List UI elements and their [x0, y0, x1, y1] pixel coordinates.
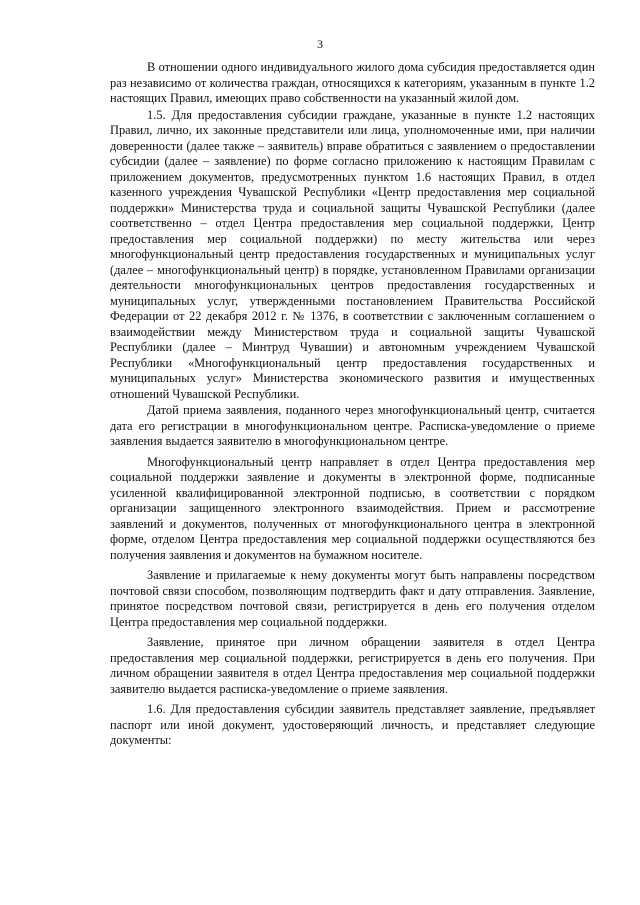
page-number: 3: [317, 37, 323, 51]
paragraph-mfc-electronic: Многофункциональный центр направляет в отдел Центра предоставления мер социальной поддержки заявление и документы в электронной форме, подписанные усиленной квалифицированной электронной подписью, в соответствии с порядком организации защищенного электронного взаимодействия. Прием и рассмотрение заявлений и документов, полученных от многофункционального центра в электронной форме, отделом Центра предоставления мер социальной поддержки осуществляются без получения заявления и документов на бумажном носителе.: [110, 454, 595, 562]
paragraph-application-date: Датой приема заявления, поданного через многофункциональный центр, считается дата его регистрации в многофункциональном центре. Расписка-уведомление о приеме заявления выдается заявителю в многофункциональном центре.: [110, 403, 595, 448]
paragraph-personal-submission: Заявление, принятое при личном обращении заявителя в отдел Центра предоставления мер социальной поддержки, регистрируется в день его получения. При личном обращении заявителя в отдел Центра предоставления мер социальной поддержки заявителю выдается расписка-уведомление о приеме заявления.: [110, 635, 595, 696]
paragraph-postal-submission: Заявление и прилагаемые к нему документы могут быть направлены посредством почтовой связи способом, позволяющим подтвердить факт и дату отправления. Заявление, принятое посредством почтовой связи, регистрируется в день его получения отделом Центра предоставления мер социальной поддержки.: [110, 568, 595, 629]
document-body: [110, 60, 595, 754]
paragraph-1-5-application: 1.5. Для предоставления субсидии граждане, указанные в пункте 1.2 настоящих Правил, лично, их законные представители или лица, уполномоченные ими, при наличии доверенности (далее также – заявитель) вправе обратиться с заявлением о предоставлении субсидии (далее – заявление) по форме согласно приложению к настоящим Правилам с приложением документов, предусмотренных пунктом 1.6 настоящих Правил, в отдел казенного учреждения Чувашской Республики «Центр предоставления мер социальной поддержки» Министерства труда и социальной защиты Чувашской Республики (далее соответственно – отдел Центра предоставления мер социальной поддержки, Центр предоставления мер социальной поддержки) по месту жительства или через многофункциональный центр предоставления государственных и муниципальных услуг (далее – многофункциональный центр) в порядке, установленном Правилами организации деятельности многофункциональных центров предоставления государственных и муниципальных услуг, утвержденными постановлением Правительства Российской Федерации от 22 декабря 2012 г. № 1376, в соответствии с заключенным соглашением о взаимодействии между Министерством труда и социальной защиты Чувашской Республики (далее – Минтруд Чувашии) и автономным учреждением Чувашской Республики «Многофункциональный центр предоставления государственных и муниципальных услуг» Министерства экономического развития и имущественных отношений Чувашской Республики.: [110, 107, 595, 401]
paragraph-1-6-documents: 1.6. Для предоставления субсидии заявитель представляет заявление, предъявляет паспорт или иной документ, удостоверяющий личность, и представляет следующие документы:: [110, 702, 595, 747]
paragraph-single-house-subsidy: В отношении одного индивидуального жилого дома субсидия предоставляется один раз независимо от количества граждан, относящихся к категориям, указанным в пункте 1.2 настоящих Правил, имеющих право собственности на указанный жилой дом.: [110, 60, 595, 105]
